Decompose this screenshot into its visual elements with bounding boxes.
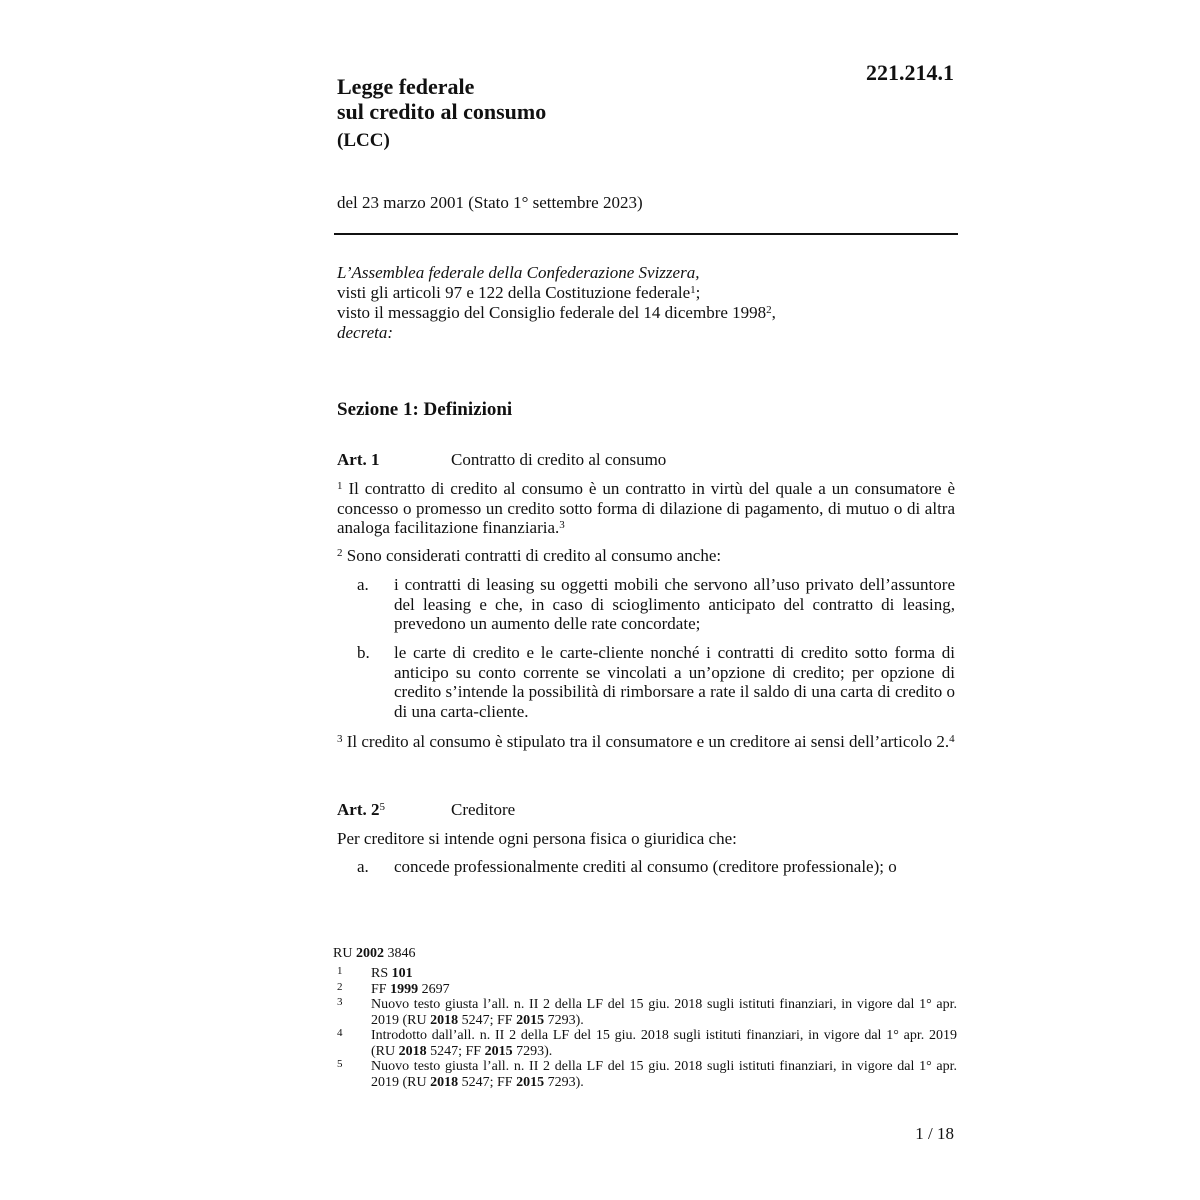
art1-title: Contratto di credito al consumo <box>451 450 667 469</box>
footnote-4 <box>337 1028 957 1059</box>
law-title-line2: sul credito al consumo <box>337 99 547 124</box>
footnote-text-pre: Nuovo testo giusta l’all. n. II 2 della LF del 15 giu. 2018 sugli istituti finanziari, in vigore dal 1° apr. 2019 (RU <box>371 997 957 1028</box>
paragraph-text: Sono considerati contratti di credito al consumo anche: <box>346 546 722 565</box>
preamble-assembly: L’Assemblea federale della Confederazione Svizzera, <box>337 263 700 282</box>
footnote-ref-2[interactable]: 2 <box>766 304 772 316</box>
art2-item-a <box>357 857 955 877</box>
paragraph-text: Il contratto di credito al consumo è un contratto in virtù del quale a un consumatore è concesso o promesso un credito sotto forma di dilazione di pagamento, di mutuo o di altra analoga facilitazione finanziaria. <box>337 479 956 537</box>
footnote-number: 4 <box>337 1027 343 1039</box>
footnote-number: 2 <box>337 980 343 993</box>
paragraph-number: 2 <box>337 547 343 559</box>
footnote-text-bold: 101 <box>391 966 413 981</box>
footnote-text-mid: 5247; FF <box>458 1012 517 1028</box>
preamble-constitution-text: visti gli articoli 97 e 122 della Costituzione federale <box>337 283 691 302</box>
item-text: le carte di credito e le carte-cliente nonché i contratti di credito sotto forma di anticipo su conto corrente se vincolati a un’opzione di credito; per opzione di credito s’intende la possibilità di rimborsare a rate il saldo di una carta di credito o di una carta-cliente. <box>394 643 955 721</box>
preamble-message <box>337 303 957 323</box>
footnote-text-pre: Introdotto dall’all. n. II 2 della LF del 15 giu. 2018 sugli istituti finanziari, in vigore dal 1° apr. 2019 (RU <box>371 1028 957 1059</box>
footnote-text-post: 7293). <box>512 1043 553 1059</box>
footnote-ref-3[interactable]: 3 <box>559 519 565 531</box>
footnote-text-pre: RS <box>371 966 392 981</box>
paragraph-text: Il credito al consumo è stipulato tra il consumatore e un creditore ai sensi dell’articolo 2. <box>346 732 950 751</box>
art1-paragraph-2 <box>337 546 955 566</box>
preamble-message-end: , <box>771 303 776 322</box>
footnote-text-post: 7293). <box>544 1074 584 1090</box>
item-text: i contratti di leasing su oggetti mobili che servono all’uso privato dell’assuntore del leasing e che, in caso di scioglimento anticipato del contratto di leasing, prevedono un aumento delle rate concordate; <box>394 575 955 633</box>
footnote-ref-1[interactable]: 1 <box>690 284 696 296</box>
preamble <box>337 263 957 343</box>
paragraph-number: 3 <box>337 733 343 745</box>
footnote-number: 1 <box>337 965 343 977</box>
footnote-text <box>371 997 957 1028</box>
footnotes <box>337 966 957 1090</box>
sr-number: 221.214.1 <box>866 60 954 85</box>
art1-paragraph-3 <box>337 732 955 752</box>
art1-item-a <box>357 575 955 634</box>
footnote-number: 5 <box>337 1058 343 1070</box>
footnote-1 <box>337 966 957 982</box>
footnote-ref-5[interactable]: 5 <box>379 801 385 813</box>
footnote-text <box>371 1028 957 1059</box>
footnote-text-bold2: 2015 <box>484 1043 513 1059</box>
law-abbreviation: (LCC) <box>337 130 390 151</box>
art1-item-b <box>357 643 955 721</box>
footnote-text-bold: 2018 <box>398 1043 427 1059</box>
source-prefix: RU <box>333 946 353 961</box>
footnote-text-mid: 5247; FF <box>458 1074 517 1090</box>
item-letter: a. <box>357 857 369 876</box>
footnote-text-mid: 5247; FF <box>426 1043 485 1059</box>
preamble-constitution-end: ; <box>695 283 701 302</box>
art2-number <box>337 800 451 820</box>
art1-heading <box>337 450 957 470</box>
footnote-3 <box>337 997 957 1028</box>
footnote-text <box>371 966 957 982</box>
preamble-constitution <box>337 283 957 303</box>
footnote-text-bold2: 2015 <box>516 1074 545 1090</box>
footnote-text-bold: 2018 <box>430 1012 459 1028</box>
section-title: Sezione 1: Definizioni <box>337 399 513 420</box>
footnote-text-bold: 2018 <box>430 1074 459 1090</box>
footnote-text-pre: Nuovo testo giusta l’all. n. II 2 della LF del 15 giu. 2018 sugli istituti finanziari, in vigore dal 1° apr. 2019 (RU <box>371 1059 957 1090</box>
preamble-message-text: visto il messaggio del Consiglio federale del 14 dicembre 1998 <box>337 303 767 322</box>
footnote-text <box>371 1059 957 1090</box>
footnote-text <box>371 982 957 998</box>
footnote-text-pre: FF <box>371 981 391 997</box>
footnote-text-post: 7293). <box>544 1012 584 1028</box>
law-date: del 23 marzo 2001 (Stato 1° settembre 2023) <box>337 193 643 212</box>
footnote-text-bold2: 2015 <box>516 1012 545 1028</box>
art2-number-text: Art. 2 <box>337 800 380 819</box>
header-divider <box>334 233 958 235</box>
art2-title: Creditore <box>451 800 516 819</box>
source-year: 2002 <box>355 946 384 961</box>
art1-number: Art. 1 <box>337 450 380 469</box>
paragraph-number: 1 <box>337 480 343 492</box>
art2-heading <box>337 800 957 820</box>
law-title-line1: Legge federale <box>337 74 475 99</box>
footnote-text-post: 2697 <box>418 981 450 997</box>
footnote-5 <box>337 1059 957 1090</box>
official-source <box>333 946 415 962</box>
art1-paragraph-1 <box>337 479 955 538</box>
footnote-2 <box>337 982 957 998</box>
footnote-number: 3 <box>337 996 343 1008</box>
art2-intro: Per creditore si intende ogni persona fisica o giuridica che: <box>337 829 737 848</box>
preamble-decree: decreta: <box>337 323 394 342</box>
item-letter: a. <box>357 575 369 594</box>
item-text: concede professionalmente crediti al consumo (creditore professionale); o <box>394 857 897 876</box>
law-title <box>337 74 546 124</box>
footnote-ref-4[interactable]: 4 <box>949 733 955 745</box>
source-page: 3846 <box>387 946 416 961</box>
item-letter: b. <box>357 643 370 662</box>
footnote-text-bold: 1999 <box>390 981 419 997</box>
page-number: 1 / 18 <box>915 1124 954 1143</box>
